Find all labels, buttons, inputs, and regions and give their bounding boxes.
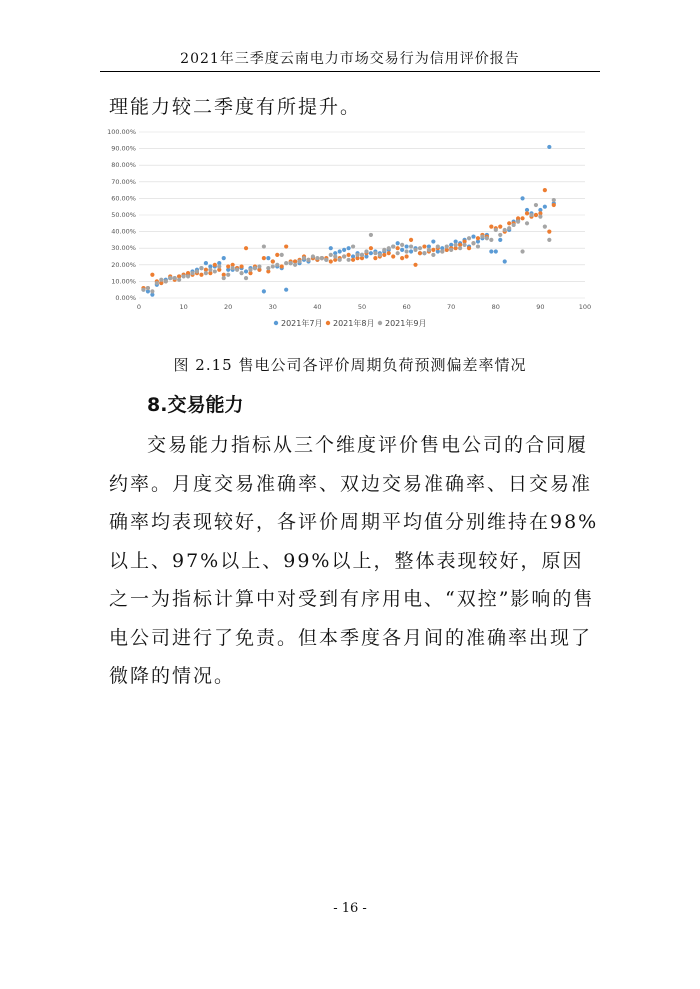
data-point [552,198,556,202]
data-point [173,276,177,280]
data-point [347,258,351,262]
data-point [382,253,386,257]
x-tick-label: 30 [268,303,277,311]
data-point [489,249,493,253]
x-tick-label: 60 [402,303,411,311]
data-point [405,249,409,253]
data-point [360,253,364,257]
data-point [520,196,524,200]
figure-caption: 图 2.15 售电公司各评价周期负荷预测偏差率情况 [173,356,527,374]
data-point [280,253,284,257]
data-point [275,253,279,257]
data-point [222,276,226,280]
data-point [543,188,547,192]
chart-legend [274,318,427,328]
data-point [164,279,168,283]
data-point [177,278,181,282]
data-point [467,236,471,240]
data-point [293,263,297,267]
x-tick-label: 20 [224,303,233,311]
data-point [520,216,524,220]
y-tick-label: 70.00% [111,177,136,186]
data-point [512,223,516,227]
data-point [284,244,288,248]
data-point [489,238,493,242]
data-point [329,253,333,257]
x-tick-label: 80 [491,303,500,311]
data-point [302,256,306,260]
data-point [422,251,426,255]
data-point [262,256,266,260]
data-point [409,238,413,242]
data-point [485,236,489,240]
legend-label: 2021年9月 [385,319,427,328]
x-tick-label: 0 [136,303,142,311]
y-tick-label: 0.00% [115,294,136,302]
data-point [445,244,449,248]
data-point [150,289,154,293]
data-point [373,251,377,255]
data-point [315,256,319,260]
data-point [529,213,533,217]
data-point [213,269,217,273]
intro-text: 理能力较二季度有所提升。 [109,96,362,118]
data-point [391,244,395,248]
data-point [364,249,368,253]
data-point [525,221,529,225]
legend-label: 2021年8月 [333,319,375,328]
y-tick-label: 100.00% [107,128,136,136]
data-point [373,256,377,260]
data-point [547,238,551,242]
data-point [190,271,194,275]
data-point [507,221,511,225]
data-point [440,249,444,253]
data-point [503,228,507,232]
data-point [199,273,203,277]
data-point [418,246,422,250]
data-point [222,256,226,260]
data-point [244,276,248,280]
data-point [208,268,212,272]
data-point [449,248,453,252]
data-point [342,248,346,252]
data-point [494,228,498,232]
data-point [239,271,243,275]
data-point [543,225,547,229]
data-point [284,261,288,265]
data-point [534,203,538,207]
data-point [471,234,475,238]
data-point [543,205,547,209]
data-point [182,274,186,278]
section-heading: 8.交易能力 [147,394,244,416]
data-point [329,259,333,263]
data-point [547,230,551,234]
x-tick-label: 70 [447,303,456,311]
data-point [351,244,355,248]
y-tick-label: 10.00% [111,277,136,286]
x-tick-label: 50 [357,303,367,311]
data-point [413,248,417,252]
data-point [498,238,502,242]
page-number: - 16 - [333,901,367,916]
data-point [507,226,511,230]
data-point [476,244,480,248]
data-point [409,244,413,248]
data-point [422,244,426,248]
data-point [266,256,270,260]
legend-label: 2021年7月 [281,319,323,328]
legend-marker [274,321,278,325]
data-point [534,213,538,217]
data-point [289,261,293,265]
data-point [547,145,551,149]
section-paragraph: 交易能力指标从三个维度评价售电公司的合同履约率。月度交易准确率、双边交易准确率、日交易准确率均表现较好，各评价周期平均值分别维持在98%以上、97%以上、99%以上，整体表现较好，原因之一为指标计算中对受到有序用电、“双控”影响的售电公司进行了免责。但本季度各月间的准确率出现了微降的情况。 [109,434,599,687]
x-tick-label: 40 [313,303,322,311]
data-point [195,269,199,273]
data-point [538,215,542,219]
data-point [471,241,475,245]
data-point [231,266,235,270]
legend-marker [326,321,330,325]
deviation-rate-scatter-chart [106,122,596,344]
data-point [355,253,359,257]
data-point [427,248,431,252]
data-point [369,251,373,255]
data-point [454,243,458,247]
data-point [262,289,266,293]
data-point [347,253,351,257]
y-tick-label: 50.00% [111,211,136,219]
data-point [520,249,524,253]
data-point [409,249,413,253]
data-point [271,264,275,268]
data-point [480,234,484,238]
data-point [235,268,239,272]
x-tick-label: 10 [179,303,188,311]
data-point [369,246,373,250]
y-tick-label: 30.00% [111,244,136,253]
data-point [476,236,480,240]
data-point [253,266,257,270]
data-point [159,278,163,282]
x-tick-label: 100 [578,303,592,311]
data-point [150,273,154,277]
data-point [498,225,502,229]
data-point [400,248,404,252]
data-point [418,251,422,255]
chart-points [141,145,556,297]
data-point [297,259,301,263]
data-point [552,203,556,207]
data-point [431,248,435,252]
data-point [262,244,266,248]
data-point [226,273,230,277]
data-point [396,246,400,250]
data-point [382,248,386,252]
report-header-title: 2021年三季度云南电力市场交易行为信用评价报告 [180,51,520,67]
data-point [467,246,471,250]
y-tick-label: 60.00% [111,194,136,203]
data-point [431,253,435,257]
data-point [213,263,217,267]
data-point [431,239,435,243]
data-point [155,281,159,285]
data-point [396,241,400,245]
y-tick-label: 80.00% [111,161,136,170]
data-point [503,259,507,263]
header-rule [100,71,600,72]
data-point [462,243,466,247]
data-point [378,253,382,257]
data-point [320,256,324,260]
data-point [280,264,284,268]
data-point [405,254,409,258]
y-tick-label: 20.00% [111,260,136,269]
data-point [329,246,333,250]
data-point [306,258,310,262]
data-point [168,276,172,280]
y-tick-label: 40.00% [111,227,136,236]
data-point [244,269,248,273]
data-point [275,263,279,267]
data-point [226,264,230,268]
data-point [369,233,373,237]
data-point [204,271,208,275]
data-point [400,256,404,260]
data-point [342,254,346,258]
data-point [489,225,493,229]
data-point [141,288,145,292]
data-point [199,266,203,270]
data-point [271,259,275,263]
data-point [387,251,391,255]
data-point [387,246,391,250]
data-point [324,258,328,262]
data-point [391,254,395,258]
x-tick-label: 90 [536,303,545,311]
data-point [146,286,150,290]
data-point [186,274,190,278]
data-point [498,233,502,237]
data-point [413,263,417,267]
data-point [266,266,270,270]
data-point [458,246,462,250]
data-point [244,246,248,250]
data-point [351,258,355,262]
data-point [338,258,342,262]
data-point [239,264,243,268]
data-point [311,254,315,258]
data-point [405,244,409,248]
data-point [516,220,520,224]
data-point [204,261,208,265]
data-point [257,264,261,268]
y-tick-label: 90.00% [111,144,136,153]
legend-marker [378,321,382,325]
data-point [338,249,342,253]
data-point [494,249,498,253]
data-point [333,254,337,258]
data-point [217,264,221,268]
data-point [284,288,288,292]
data-point [248,268,252,272]
data-point [400,243,404,247]
data-point [436,244,440,248]
data-point [347,246,351,250]
data-point [396,251,400,255]
data-point [525,211,529,215]
